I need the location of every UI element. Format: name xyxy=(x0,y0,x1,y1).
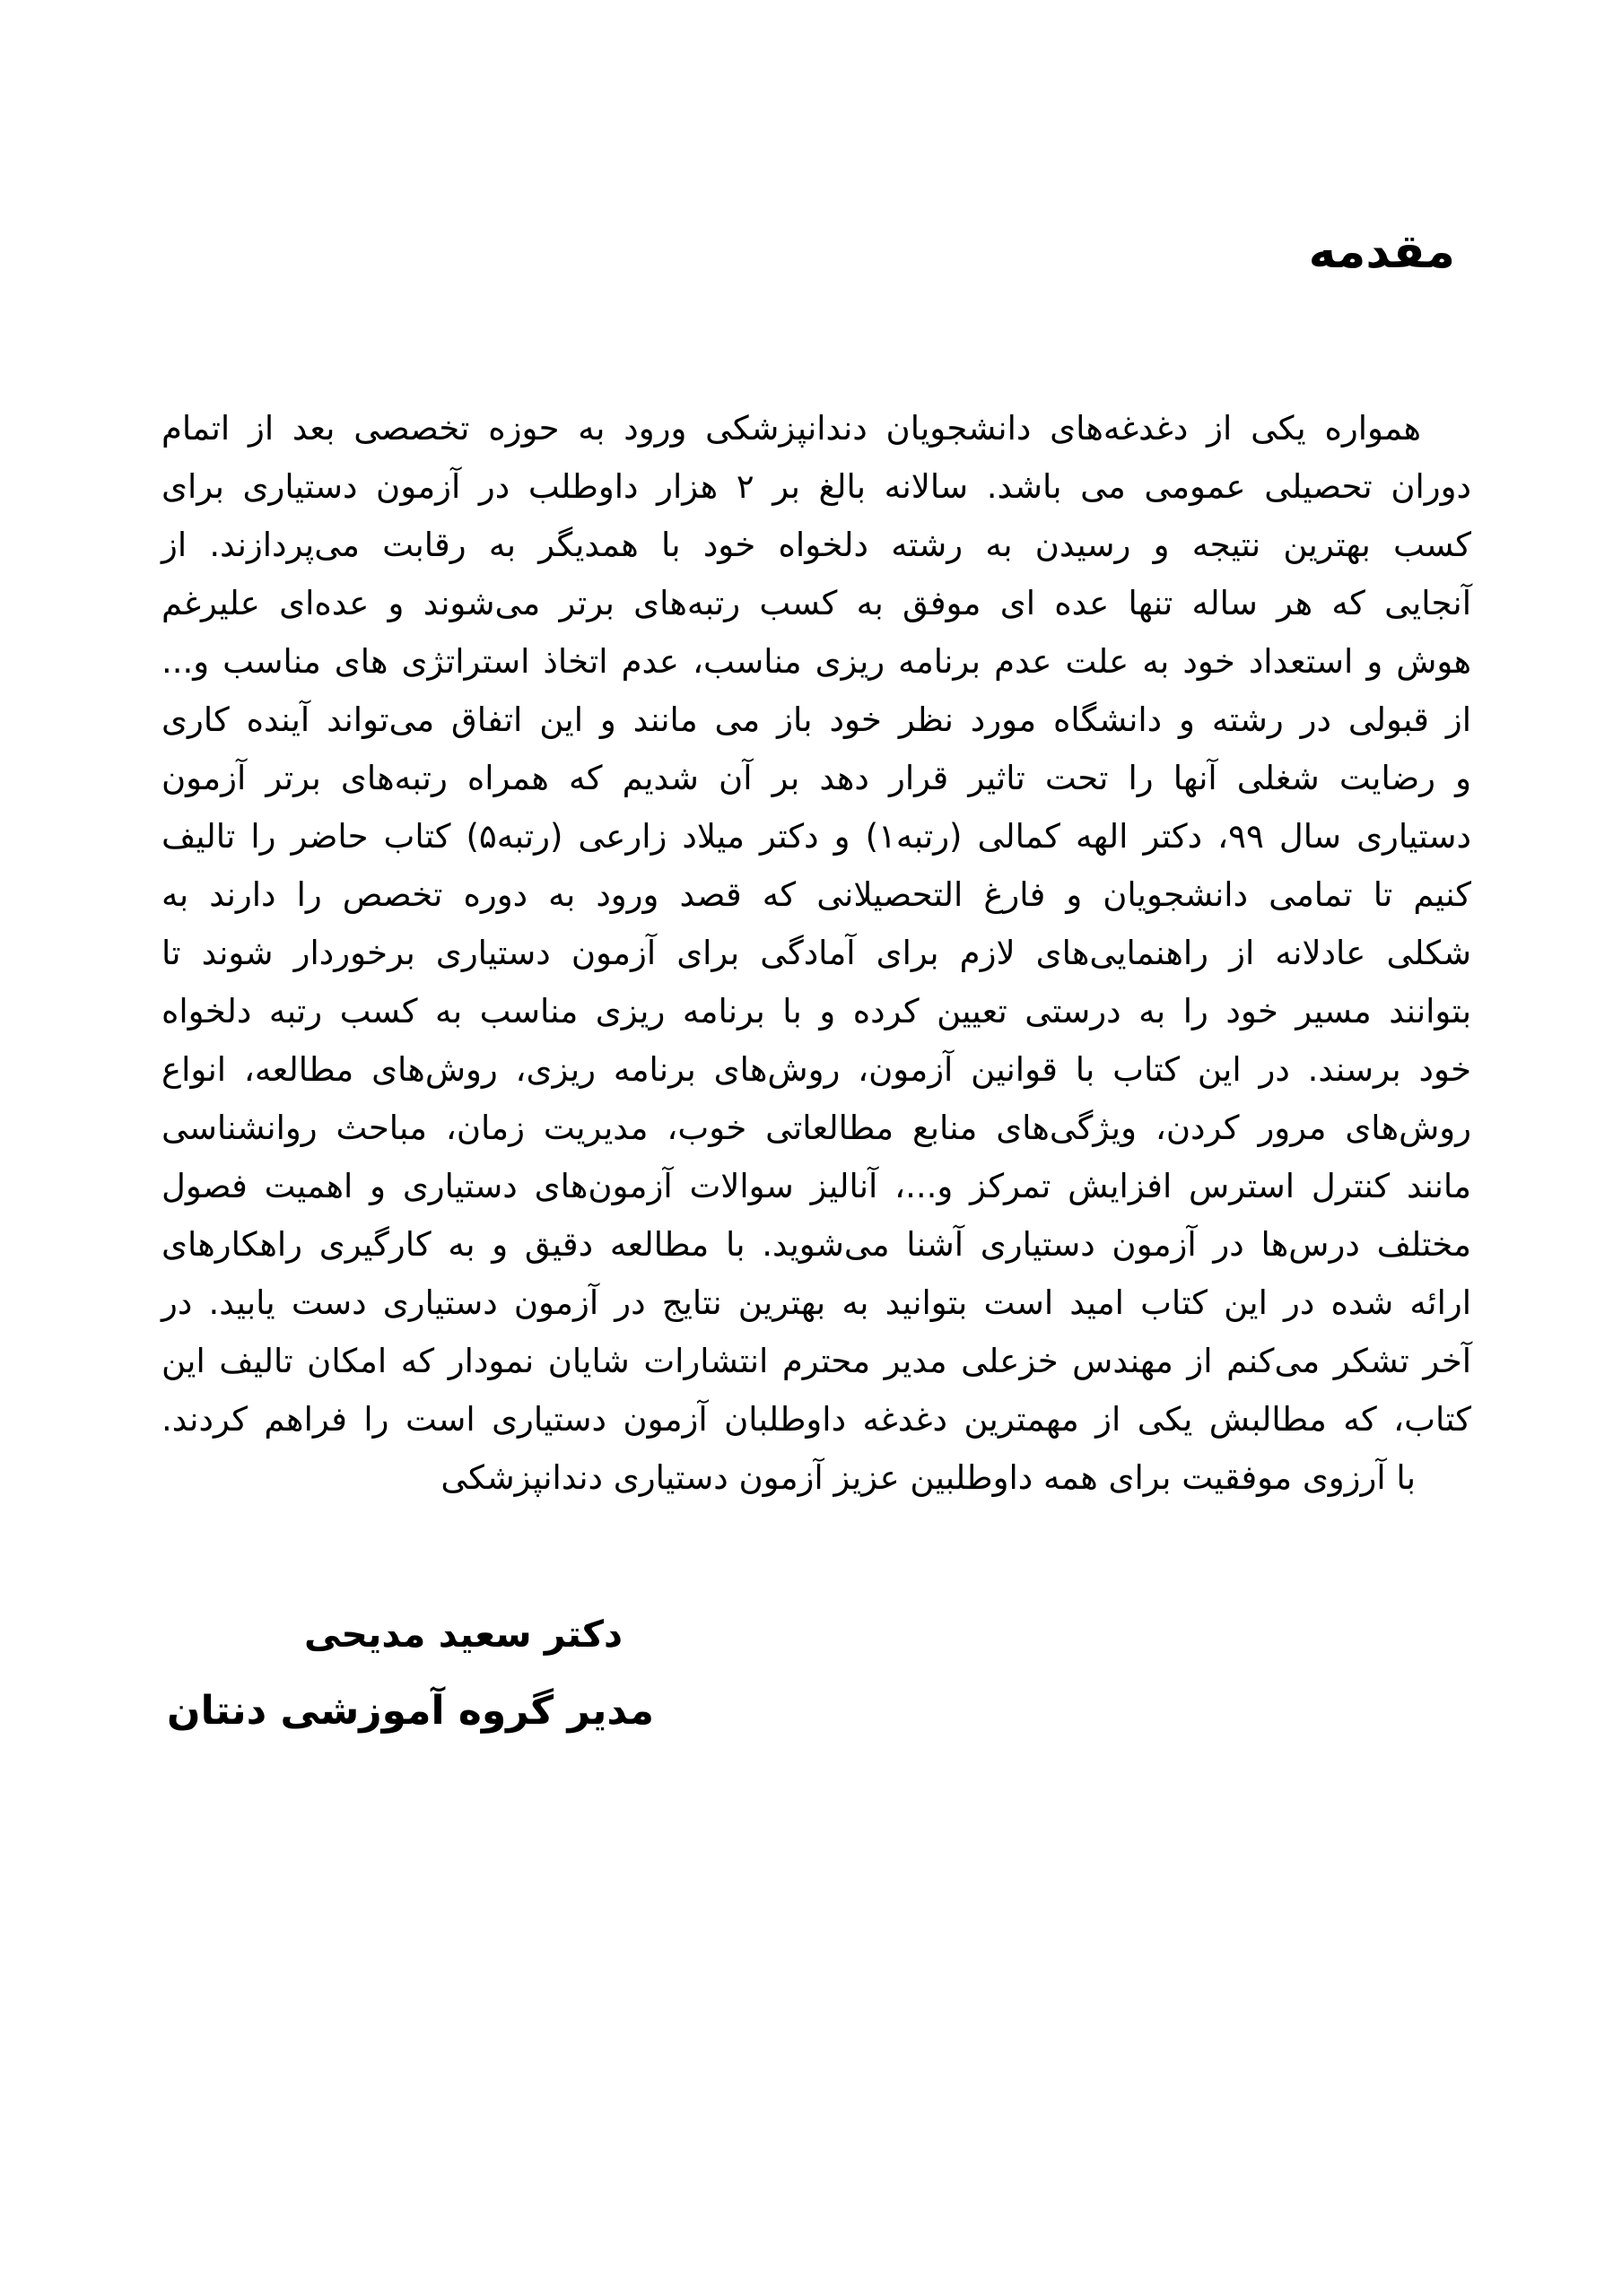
paragraph-line: شکلی عادلانه از راهنمایی‌های لازم برای آمادگی برای آزمون دستیاری برخوردار شوند تا xyxy=(161,934,1471,972)
paragraph-line: از قبولی در رشته و دانشگاه مورد نظر خود باز می مانند و این اتفاق می‌تواند آینده کاری xyxy=(161,700,1471,739)
paragraph-line: مختلف درس‌ها در آزمون دستیاری آشنا می‌شوید. با مطالعه دقیق و به کارگیری راهکارهای xyxy=(161,1225,1471,1264)
page-title: مقدمه xyxy=(1308,225,1455,279)
intro-paragraph xyxy=(161,399,1471,1507)
paragraph-line: آنجایی که هر ساله تنها عده ای موفق به کسب رتبه‌های برتر می‌شوند و عده‌ای علیرغم xyxy=(161,584,1471,622)
signature-name: دکتر سعید مدیحی xyxy=(303,1613,623,1656)
paragraph-line: مانند کنترل استرس افزایش تمرکز و...، آنالیز سوالات آزمون‌های دستیاری و اهمیت فصول xyxy=(161,1167,1471,1205)
paragraph-line: هوش و استعداد خود به علت عدم برنامه ریزی مناسب، عدم اتخاذ استراتژی های مناسب و... xyxy=(161,642,1471,681)
paragraph-line: ارائه شده در این کتاب امید است بتوانید به بهترین نتایج در آزمون دستیاری دست یابید. در xyxy=(161,1283,1471,1322)
paragraph-line: آخر تشکر می‌کنم از مهندس خزعلی مدیر محترم انتشارات شایان نمودار که امکان تالیف این xyxy=(161,1342,1471,1380)
paragraph-line: دستیاری سال ۹۹، دکتر الهه کمالی (رتبه۱) و دکتر میلاد زارعی (رتبه۵) کتاب حاضر را تالیف xyxy=(161,817,1471,856)
paragraph-line: روش‌های مرور کردن، ویژگی‌های منابع مطالعاتی خوب، مدیریت زمان، مباحث روانشناسی xyxy=(161,1109,1471,1147)
paragraph-line: و رضایت شغلی آنها را تحت تاثیر قرار دهد بر آن شدیم که همراه رتبه‌های برتر آزمون xyxy=(161,759,1471,797)
paragraph-line: کسب بهترین نتیجه و رسیدن به رشته دلخواه خود با همدیگر به رقابت می‌پردازند. از xyxy=(161,526,1471,564)
paragraph-line: بتوانند مسیر خود را به درستی تعیین کرده و با برنامه ریزی مناسب به کسب رتبه دلخواه xyxy=(161,992,1471,1031)
paragraph-line: همواره یکی از دغدغه‌های دانشجویان دندانپزشکی ورود به حوزه تخصصی بعد از اتمام xyxy=(161,409,1421,448)
paragraph-line: کتاب، که مطالبش یکی از مهمترین دغدغه داوطلبان آزمون دستیاری است را فراهم کردند. xyxy=(161,1400,1471,1439)
closing-line: با آرزوی موفقیت برای همه داوطلبین عزیز آزمون دستیاری دندانپزشکی xyxy=(440,1458,1416,1497)
paragraph-line: کنیم تا تمامی دانشجویان و فارغ التحصیلانی که قصد ورود به دوره تخصص را دارند به xyxy=(161,875,1471,914)
paragraph-line: دوران تحصیلی عمومی می باشد. سالانه بالغ بر ۲ هزار داوطلب در آزمون دستیاری برای xyxy=(161,467,1471,506)
paragraph-line: خود برسند. در این کتاب با قوانین آزمون، روش‌های برنامه ریزی، روش‌های مطالعه، انواع xyxy=(161,1050,1471,1089)
signature-role: مدیر گروه آموزشی دنتان xyxy=(167,1688,654,1734)
